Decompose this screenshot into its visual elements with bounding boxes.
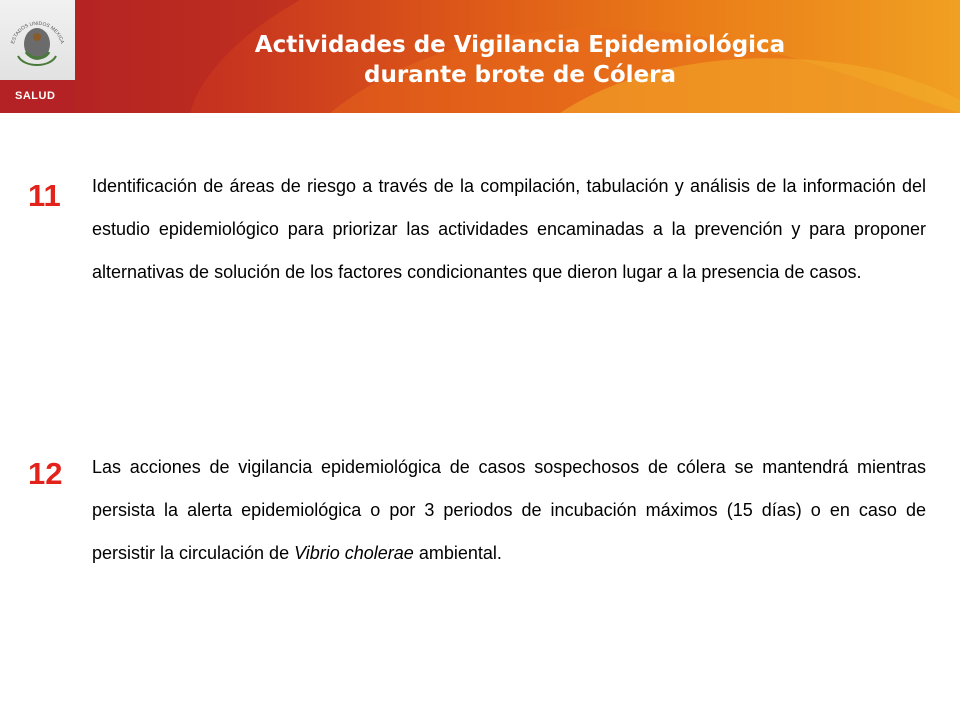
item-text-12 bbox=[92, 446, 926, 575]
title-line-1: Actividades de Vigilancia Epidemiológica bbox=[254, 32, 786, 58]
item-number-12: 12 bbox=[28, 456, 63, 491]
header-banner bbox=[0, 0, 960, 113]
item-text-12-part2: ambiental. bbox=[413, 543, 502, 563]
mexico-crest-icon bbox=[4, 4, 71, 76]
salud-logo bbox=[0, 0, 75, 113]
salud-logo-text: SALUD bbox=[0, 80, 75, 113]
title-line-2: durante brote de Cólera bbox=[364, 62, 676, 88]
page-title bbox=[120, 30, 920, 90]
item-text-12-species: Vibrio cholerae bbox=[294, 543, 414, 563]
crest-text: ESTADOS UNIDOS MEXICA bbox=[10, 20, 65, 45]
item-text-12-part1: Las acciones de vigilancia epidemiológica de casos sospechosos de cólera se mantendrá mientras persista la alerta epidemiológica o por 3 periodos de incubación máximos (15 días) o en caso de persistir la circulación de bbox=[92, 457, 926, 563]
item-text-11: Identificación de áreas de riesgo a través de la compilación, tabulación y análisis de la información del estudio epidemiológico para priorizar las actividades encaminadas a la prevención y para proponer alternativas de solución de los factores condicionantes que dieron lugar a la presencia de casos. bbox=[92, 176, 926, 282]
item-number-11: 11 bbox=[28, 178, 61, 213]
